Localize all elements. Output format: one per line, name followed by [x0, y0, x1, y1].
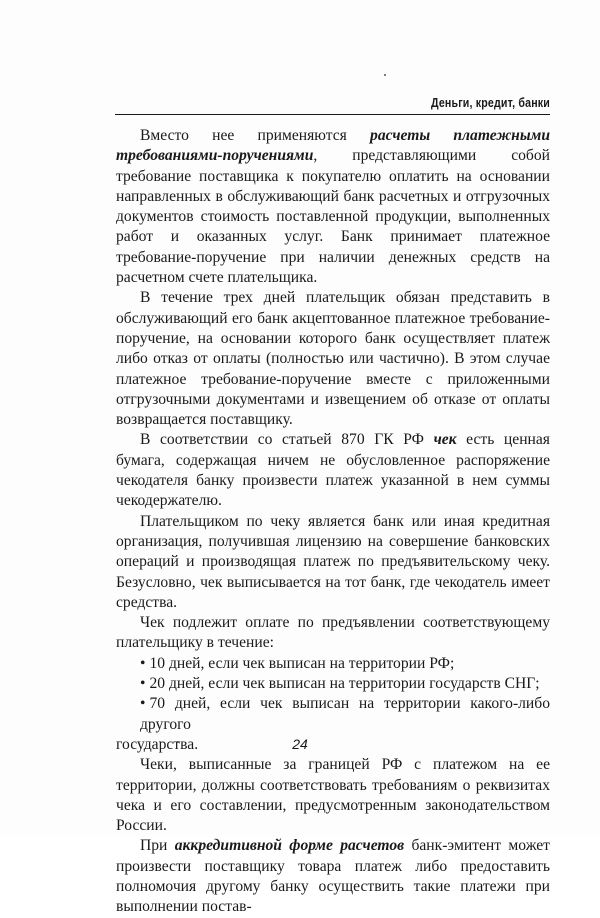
list-item: • 10 дней, если чек выписан на территории РФ;	[116, 654, 550, 674]
paragraph-letter-of-credit: При аккредитивной форме расчетов банк-эмитент может произвести поставщику товара платеж либо предоставить полномочия другому банку осуществить такие платежи при выполнении постав-	[116, 837, 550, 916]
emphasis-term: аккредитивной форме расчетов	[174, 837, 405, 855]
list-item: • 70 дней, если чек выписан на территории какого-либо другого государства.	[116, 695, 550, 753]
emphasis-term: чек	[433, 431, 457, 449]
list-item: • 20 дней, если чек выписан на территории государств СНГ;	[116, 674, 550, 694]
scan-speck	[384, 74, 386, 76]
header-rule	[115, 114, 550, 115]
bullet-icon: •	[140, 675, 146, 693]
running-header: Деньги, кредит, банки	[430, 96, 550, 110]
paragraph-three-days: В течение трех дней плательщик обязан представить в обслуживающий его банк акцептованное платежное требование-поручение, на основании которого банк осуществляет платеж либо отказ от оплаты (полностью или частично). В этом случае платежное требование-поручение вместе с приложенными отгрузочными документами и извещением об отказе от оплаты возвращается поставщику.	[116, 289, 550, 429]
bullet-icon: •	[140, 654, 146, 672]
paragraph-check-definition: В соответствии со статьей 870 ГК РФ чек есть ценная бумага, содержащая ничем не обусловленное распоряжение чекодателя банку произвести платеж указанной в нем суммы чекодержателю.	[116, 431, 550, 510]
paragraph-foreign-checks: Чеки, выписанные за границей РФ с платежом на ее территории, должны соответствовать требованиям о реквизитах чека и его составлении, предусмотренным законодательством России.	[116, 756, 550, 835]
page-number: 24	[292, 736, 308, 752]
paragraph-check-terms: Чек подлежит оплате по предъявлении соответствующему плательщику в течение:	[116, 614, 550, 652]
bullet-icon: •	[140, 695, 146, 713]
emphasis-term: расчеты платежными требованиями-поручениями	[116, 127, 550, 165]
paragraph-payment-requests: Вместо нее применяются расчеты платежными требованиями-поручениями, представляющими собой требование поставщика к покупателю оплатить на основании направленных в обслуживающий банк расчетных и отгрузочных документов стоимость поставленной продукции, выполненных работ и оказанных услуг. Банк принимает платежное требование-поручение при наличии денежных средств на расчетном счете плательщика.	[116, 127, 550, 287]
paragraph-check-payer: Плательщиком по чеку является банк или иная кредитная организация, получившая лицензию на совершение банковских операций и производящая платеж по предъявительскому чеку. Безусловно, чек выписывается на тот банк, где чекодатель имеет средства.	[116, 512, 550, 611]
body-text	[116, 126, 550, 918]
